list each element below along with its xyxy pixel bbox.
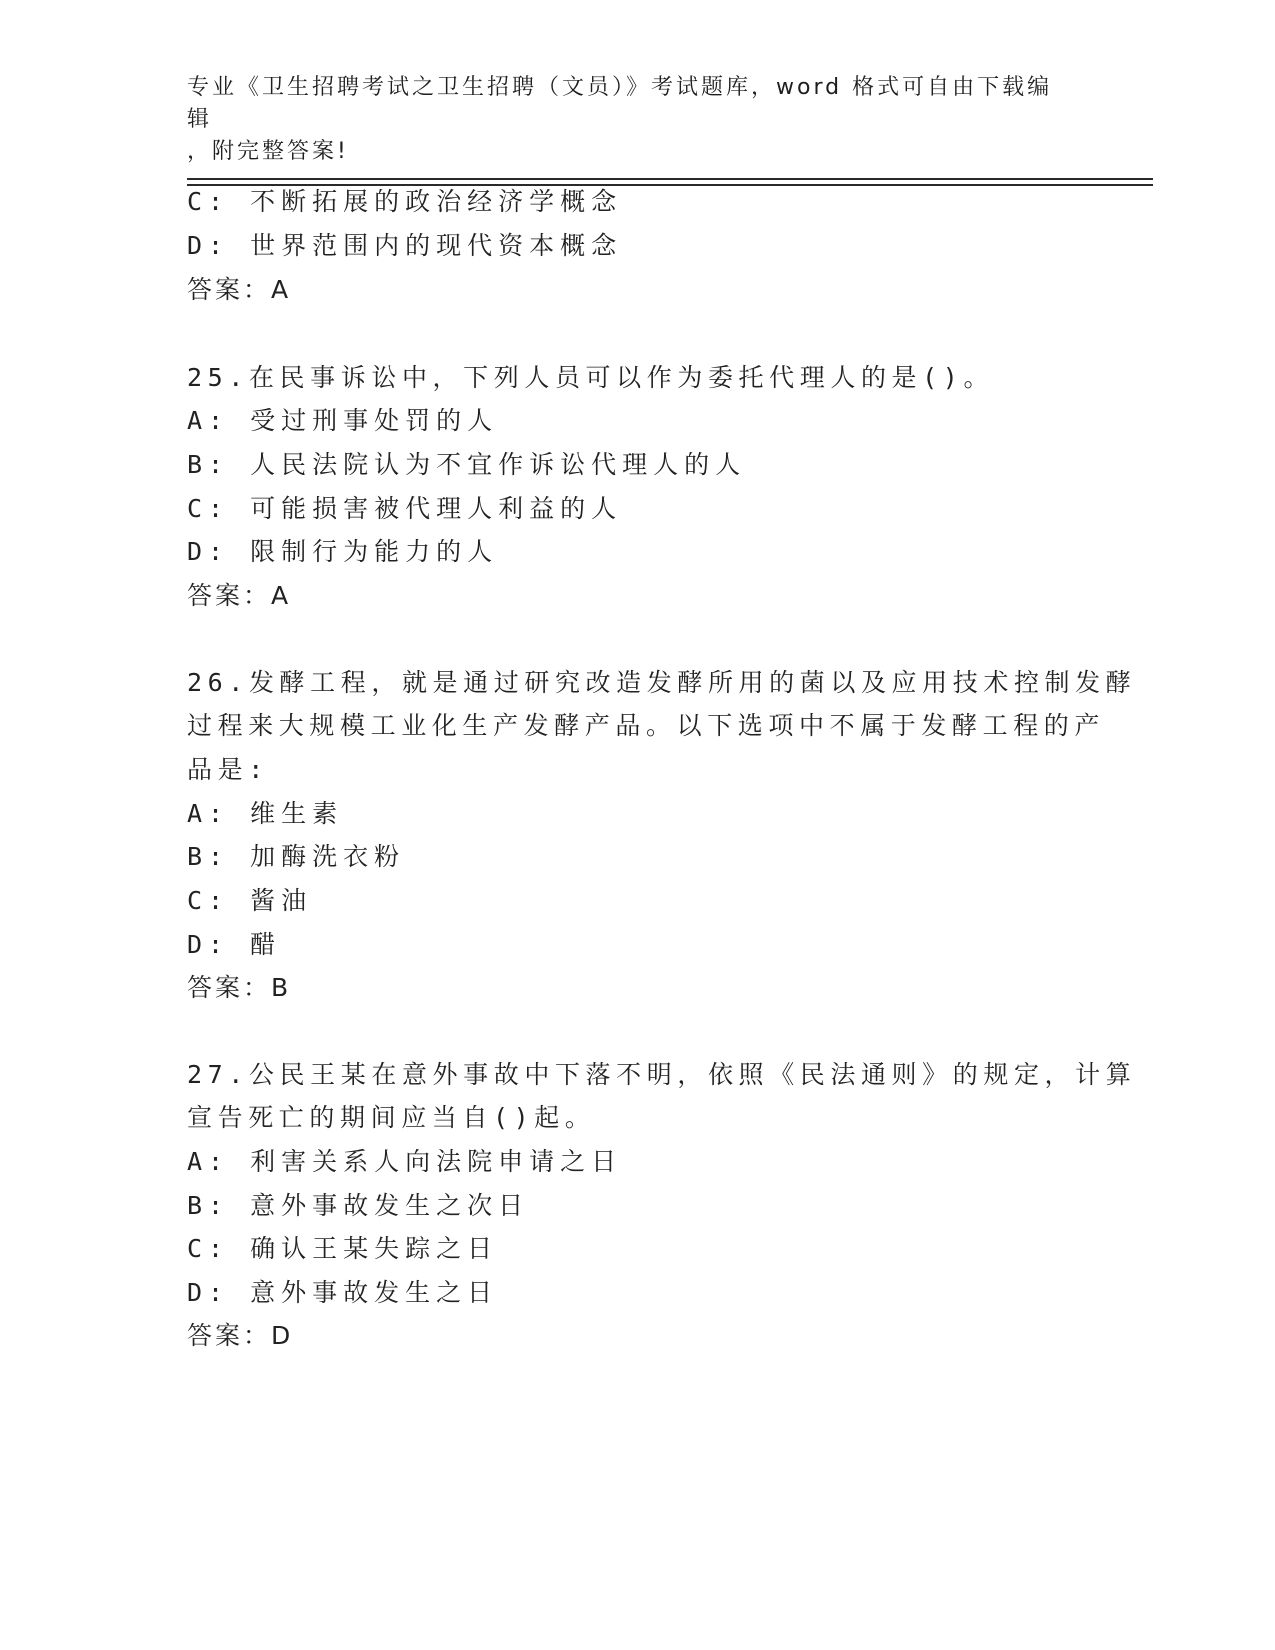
question-25-option-d: D: 限制行为能力的人 [187, 537, 499, 566]
question-27-option-b: B: 意外事故发生之次日 [187, 1191, 530, 1220]
question-26-answer: 答案：B [187, 973, 292, 1002]
question-27-answer: 答案：D [187, 1321, 294, 1350]
question-25-option-b: B: 人民法院认为不宜作诉讼代理人的人 [187, 450, 747, 479]
question-26-text-line-1: 26.发酵工程，就是通过研究改造发酵所用的菌以及应用技术控制发酵 [187, 668, 1137, 697]
question-25-answer: 答案：A [187, 581, 292, 610]
question-25-text: 25.在民事诉讼中，下列人员可以作为委托代理人的是()。 [187, 363, 995, 392]
question-27-text-line-1: 27.公民王某在意外事故中下落不明，依照《民法通则》的规定，计算 [187, 1060, 1137, 1089]
question-25-option-c: C: 可能损害被代理人利益的人 [187, 494, 623, 523]
question-27-text-line-2: 宣告死亡的期间应当自()起。 [187, 1103, 596, 1132]
question-27-option-c: C: 确认王某失踪之日 [187, 1234, 499, 1263]
question-26-option-d: D: 醋 [187, 930, 282, 959]
question-26-text-line-3: 品是: [187, 755, 269, 784]
question-26-text-line-2: 过程来大规模工业化生产发酵产品。以下选项中不属于发酵工程的产 [187, 711, 1106, 740]
header-line-2: ，附完整答案! [187, 139, 349, 164]
prev-option-c: C: 不断拓展的政治经济学概念 [187, 187, 623, 216]
document-header [187, 72, 1067, 168]
question-26-option-c: C: 酱油 [187, 886, 313, 915]
question-27-option-d: D: 意外事故发生之日 [187, 1278, 499, 1307]
question-26-option-b: B: 加酶洗衣粉 [187, 842, 406, 871]
header-line-1: 专业《卫生招聘考试之卫生招聘（文员）》考试题库，word 格式可自由下载编辑 [187, 75, 1053, 132]
prev-answer: 答案：A [187, 275, 292, 304]
question-27-option-a: A: 利害关系人向法院申请之日 [187, 1147, 623, 1176]
header-divider-top [187, 178, 1153, 180]
question-26-option-a: A: 维生素 [187, 799, 344, 828]
question-25-option-a: A: 受过刑事处罚的人 [187, 406, 499, 435]
prev-option-d: D: 世界范围内的现代资本概念 [187, 231, 623, 260]
